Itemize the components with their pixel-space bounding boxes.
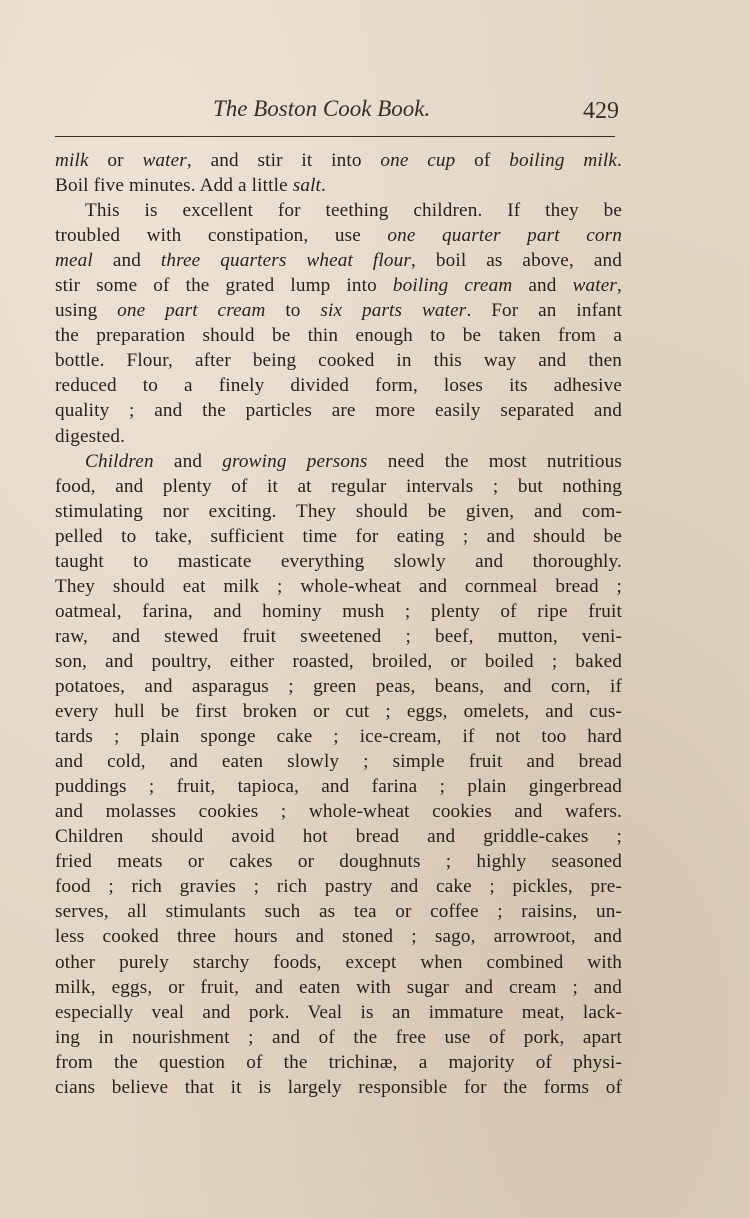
text-segment: and: [153, 450, 223, 472]
running-head: [55, 96, 623, 136]
text-line: [55, 323, 622, 348]
text-segment: Children should avoid hot bread and griddle-cakes ;: [55, 826, 622, 848]
text-line: [55, 599, 622, 624]
text-segment: and cold, and eaten slowly ; simple fruit and bread: [55, 751, 622, 773]
text-segment: ,: [617, 275, 622, 297]
text-line: [55, 824, 622, 849]
text-segment: serves, all stimulants such as tea or coffee ; raisins, un-: [55, 901, 622, 923]
text-segment: tards ; plain sponge cake ; ice-cream, if not too hard: [55, 726, 622, 748]
italic-text: three quarters wheat flour: [160, 250, 411, 272]
page-number: 429: [583, 98, 619, 124]
text-segment: , boil as above, and: [410, 250, 622, 272]
text-line: [55, 774, 622, 799]
text-segment: digested.: [55, 425, 126, 447]
text-line: [55, 223, 622, 248]
italic-text: water: [142, 150, 187, 171]
text-segment: . For an infant: [466, 300, 622, 322]
italic-text: salt: [292, 175, 322, 197]
text-line: [55, 499, 622, 524]
text-segment: quality ; and the particles are more easily separated and: [55, 400, 622, 422]
text-segment: They should eat milk ; whole-wheat and cornmeal bread ;: [55, 575, 622, 597]
text-line: [55, 799, 622, 824]
text-line: [55, 874, 622, 899]
italic-text: meal: [55, 250, 93, 272]
text-segment: reduced to a finely divided form, loses its adhesive: [55, 375, 622, 397]
text-segment: other purely starchy foods, except when combined with: [55, 951, 622, 973]
text-segment: and: [512, 275, 573, 297]
text-segment: need the most nutritious: [367, 450, 622, 472]
text-line: [55, 724, 622, 749]
text-line: [55, 1050, 622, 1075]
text-line: [55, 248, 622, 273]
body-text: [55, 148, 622, 1100]
text-segment: son, and poultry, either roasted, broiled, or boiled ; baked: [55, 650, 622, 672]
text-segment: to: [265, 300, 321, 322]
text-segment: or: [88, 150, 143, 171]
text-line: [55, 273, 622, 298]
text-segment: milk, eggs, or fruit, and eaten with sugar and cream ; and: [55, 976, 622, 998]
text-line: [55, 148, 622, 173]
text-line: [55, 924, 622, 949]
text-segment: every hull be first broken or cut ; eggs, omelets, and cus-: [55, 701, 622, 723]
text-line: [55, 975, 622, 1000]
text-line: [55, 549, 622, 574]
italic-text: growing persons: [222, 450, 368, 472]
text-segment: food, and plenty of it at regular intervals ; but nothing: [55, 475, 622, 497]
text-segment: taught to masticate everything slowly and thoroughly.: [55, 550, 622, 572]
text-segment: and: [92, 250, 161, 272]
text-segment: Boil five minutes. Add a little: [55, 175, 293, 197]
text-segment: stir some of the grated lump into: [55, 275, 393, 297]
italic-text: one part cream: [117, 300, 266, 322]
text-line: [55, 1075, 622, 1100]
text-line: [55, 849, 622, 874]
text-segment: puddings ; fruit, tapioca, and farina ; plain gingerbread: [55, 776, 622, 798]
text-segment: using: [55, 300, 118, 322]
text-line: [55, 1000, 622, 1025]
header-rule: [55, 136, 615, 137]
text-segment: especially veal and pork. Veal is an immature meat, lack-: [55, 1001, 622, 1023]
text-segment: the preparation should be thin enough to be taken from a: [55, 325, 622, 347]
italic-text: boiling cream: [392, 275, 513, 297]
text-line: [55, 649, 622, 674]
text-line: [55, 398, 622, 423]
text-segment: bottle. Flour, after being cooked in this way and then: [55, 350, 622, 372]
text-line: [55, 198, 622, 223]
text-segment: troubled with constipation, use: [55, 225, 388, 247]
text-line: [55, 424, 622, 449]
text-line: [55, 524, 622, 549]
text-segment: potatoes, and asparagus ; green peas, beans, and corn, if: [55, 675, 622, 697]
text-segment: of: [455, 150, 510, 171]
italic-text: one quarter part corn: [387, 225, 622, 247]
text-segment: .: [617, 150, 622, 171]
text-segment: pelled to take, sufficient time for eating ; and should be: [55, 525, 622, 547]
text-line: [55, 373, 622, 398]
text-segment: ing in nourishment ; and of the free use of pork, apart: [55, 1026, 622, 1048]
text-segment: from the question of the trichinæ, a majority of physi-: [55, 1051, 622, 1073]
italic-text: six parts water: [320, 300, 467, 322]
text-segment: cians believe that it is largely responsible for the forms of: [55, 1076, 622, 1098]
italic-text: milk: [55, 150, 89, 171]
text-line: [55, 474, 622, 499]
text-line: [55, 173, 622, 198]
text-segment: less cooked three hours and stoned ; sago, arrowroot, and: [55, 926, 622, 948]
text-segment: fried meats or cakes or doughnuts ; highly seasoned: [55, 851, 622, 873]
text-line: [55, 699, 622, 724]
text-segment: oatmeal, farina, and hominy mush ; plenty of ripe fruit: [55, 600, 622, 622]
italic-text: boiling milk: [509, 150, 618, 171]
text-line: [55, 624, 622, 649]
text-line: [55, 298, 622, 323]
text-segment: food ; rich gravies ; rich pastry and cake ; pickles, pre-: [55, 876, 622, 898]
text-segment: This is excellent for teething children. If they be: [85, 200, 622, 222]
text-segment: , and stir it into: [186, 150, 381, 171]
text-segment: raw, and stewed fruit sweetened ; beef, mutton, veni-: [55, 625, 622, 647]
text-line: [55, 899, 622, 924]
text-segment: .: [321, 175, 326, 197]
text-line: [55, 1025, 622, 1050]
text-line: [55, 950, 622, 975]
text-line: [55, 674, 622, 699]
italic-text: Children: [85, 450, 154, 472]
text-line: [55, 449, 622, 474]
running-title: The Boston Cook Book.: [213, 96, 431, 121]
text-line: [55, 749, 622, 774]
italic-text: one cup: [380, 150, 456, 171]
text-line: [55, 574, 622, 599]
text-line: [55, 348, 622, 373]
italic-text: water: [572, 275, 618, 297]
text-segment: stimulating nor exciting. They should be given, and com-: [55, 500, 622, 522]
text-segment: and molasses cookies ; whole-wheat cookies and wafers.: [55, 801, 622, 823]
